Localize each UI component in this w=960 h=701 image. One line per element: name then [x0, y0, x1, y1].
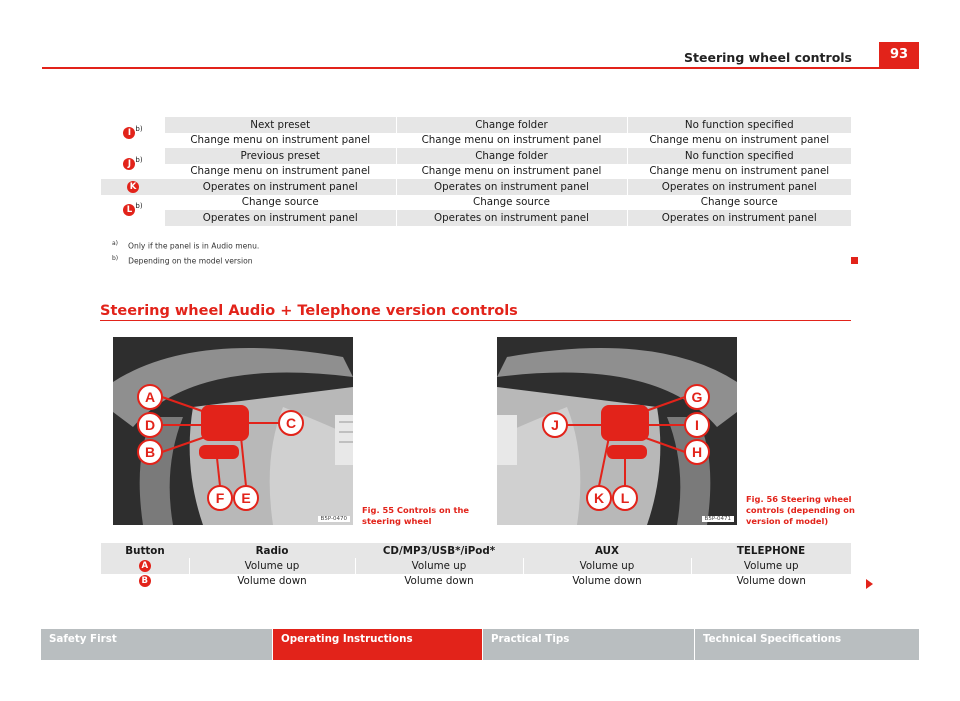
- caption-line: controls (depending on: [746, 505, 855, 515]
- button-badge: J: [123, 158, 135, 170]
- table-row: [101, 210, 851, 226]
- table-row: [101, 164, 851, 180]
- table-cell: Operates on instrument panel: [627, 210, 851, 226]
- table-cell: Change menu on instrument panel: [396, 133, 627, 149]
- table-cell: Previous preset: [165, 148, 396, 164]
- callout-h: H: [691, 444, 703, 460]
- table-row: [101, 574, 851, 590]
- figure-56-steering-wheel-right: [497, 337, 737, 525]
- button-cell-b: [101, 574, 189, 590]
- table-cell: Operates on instrument panel: [627, 179, 851, 195]
- table-cell: Change menu on instrument panel: [190, 165, 371, 178]
- callout-j: J: [551, 417, 559, 433]
- table-cell: Next preset: [165, 117, 396, 133]
- figure-code: B5P-0471: [702, 516, 734, 522]
- controls-table-continued: [101, 117, 851, 226]
- table-cell: Change source: [396, 195, 627, 211]
- footnote-a: [112, 240, 259, 251]
- section-end-mark: [851, 257, 858, 264]
- column-header: TELEPHONE: [691, 543, 851, 558]
- footnote-text: Depending on the model version: [128, 256, 253, 266]
- figure-55-steering-wheel-left: [113, 337, 353, 525]
- table-cell: No function specified: [627, 148, 851, 164]
- table-header-row: [101, 543, 851, 558]
- table-row: [101, 133, 851, 149]
- controls-table: [101, 543, 851, 589]
- table-cell: Operates on instrument panel: [165, 210, 396, 226]
- callout-a: A: [144, 389, 156, 405]
- footnote-ref: b): [135, 124, 143, 133]
- callout-i: I: [695, 417, 699, 433]
- page-number: 93: [879, 42, 919, 68]
- button-badge: B: [139, 575, 151, 587]
- table-cell: Volume down: [189, 574, 355, 590]
- figure-55-caption: [362, 505, 469, 527]
- running-header-title: Steering wheel controls: [684, 50, 852, 65]
- table-row: [101, 179, 851, 195]
- column-header: CD/MP3/USB*/iPod*: [355, 543, 523, 558]
- footnote-ref: b): [135, 202, 143, 210]
- table-cell: Change folder: [396, 117, 627, 133]
- table-row: [101, 148, 851, 164]
- button-badge: L: [123, 204, 135, 216]
- callout-d: D: [144, 417, 156, 433]
- figure-code: B5P-0470: [318, 516, 350, 522]
- table-cell: Volume up: [691, 558, 851, 574]
- footnote-ref: b): [135, 155, 143, 164]
- table-cell: Volume down: [691, 574, 851, 590]
- table-cell: Change menu on instrument panel: [190, 134, 371, 147]
- caption-line: Fig. 56 Steering wheel: [746, 494, 852, 504]
- steering-wheel-right-illustration: [497, 337, 737, 525]
- table-cell: Change source: [241, 196, 319, 209]
- footer-tab-technical-specifications[interactable]: [695, 629, 919, 660]
- button-badge: A: [139, 560, 151, 572]
- footer-tab-practical-tips[interactable]: [483, 629, 694, 660]
- button-badge: K: [127, 181, 139, 193]
- tab-label: Safety First: [49, 633, 117, 645]
- table-cell: Change source: [627, 195, 851, 211]
- section-title: Steering wheel Audio + Telephone version controls: [100, 303, 518, 319]
- caption-line: Fig. 55 Controls on the: [362, 505, 470, 515]
- table-cell: Volume up: [355, 558, 523, 574]
- callout-l: L: [620, 490, 630, 506]
- button-cell-l: [101, 195, 165, 226]
- table-cell: Change menu on instrument panel: [627, 133, 851, 149]
- table-cell: No function specified: [627, 117, 851, 133]
- section-rule: [100, 320, 851, 321]
- callout-g: G: [691, 389, 703, 405]
- callout-b: B: [144, 444, 156, 460]
- footnote-mark: a): [112, 240, 119, 247]
- footer-tab-operating-instructions[interactable]: [273, 629, 482, 660]
- callout-c: C: [285, 415, 297, 431]
- footnote-text: Only if the panel is in Audio menu.: [128, 241, 260, 251]
- tab-label: Technical Specifications: [703, 633, 842, 645]
- button-cell-i: [101, 117, 165, 148]
- footer-tab-safety-first[interactable]: [41, 629, 272, 660]
- table-cell: Operates on instrument panel: [165, 179, 396, 195]
- tab-label: Practical Tips: [491, 633, 570, 645]
- steering-wheel-left-illustration: [113, 337, 353, 525]
- button-cell-a: [101, 558, 189, 574]
- figure-56-caption: [746, 494, 855, 527]
- table-cell: Change menu on instrument panel: [627, 164, 851, 180]
- table-cell: Volume down: [523, 574, 691, 590]
- button-badge: I: [123, 127, 135, 139]
- callout-f: F: [215, 490, 225, 506]
- table-cell: Change menu on instrument panel: [396, 164, 627, 180]
- footnote-mark: b): [112, 255, 119, 262]
- table-cell: Volume down: [355, 574, 523, 590]
- column-header: AUX: [523, 543, 691, 558]
- callout-e: E: [241, 490, 251, 506]
- table-cell: Operates on instrument panel: [396, 210, 627, 226]
- column-header: Radio: [189, 543, 355, 558]
- button-cell-k: [101, 179, 165, 195]
- table-cell: Operates on instrument panel: [396, 179, 627, 195]
- header-rule: [42, 67, 919, 69]
- table-cell: Volume up: [523, 558, 691, 574]
- tab-label: Operating Instructions: [281, 633, 413, 645]
- continue-arrow-icon: [866, 579, 873, 589]
- callout-k: K: [593, 490, 605, 506]
- caption-line: version of model): [746, 516, 829, 526]
- button-cell-j: [101, 148, 165, 179]
- table-cell: Volume up: [189, 558, 355, 574]
- column-header: Button: [101, 543, 189, 558]
- caption-line: steering wheel: [362, 516, 432, 526]
- table-row: [101, 558, 851, 574]
- table-cell: Change folder: [396, 148, 627, 164]
- table-row: [101, 195, 851, 211]
- table-row: [101, 117, 851, 133]
- footnote-b: [112, 255, 253, 266]
